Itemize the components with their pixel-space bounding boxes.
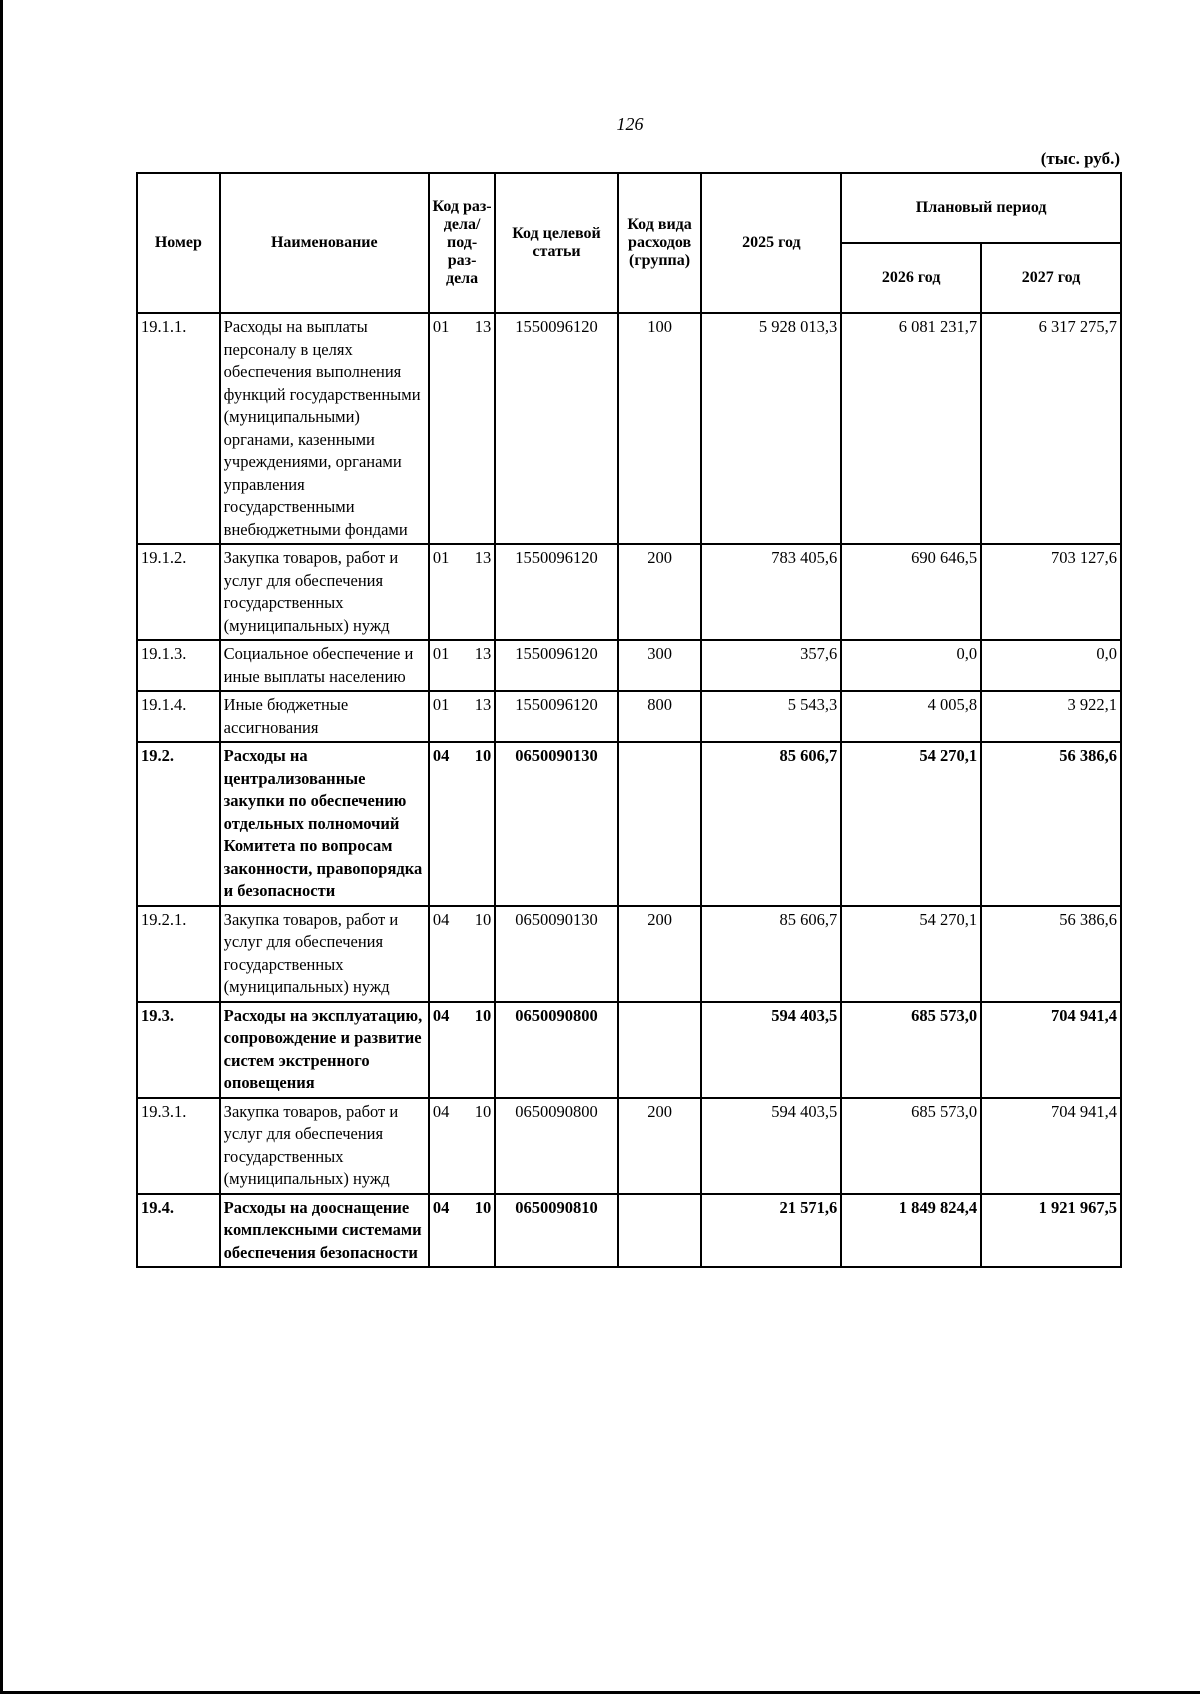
header-2026: 2026 год	[841, 243, 981, 313]
row-razdel-code	[429, 313, 495, 544]
row-name: Закупка товаров, работ и услуг для обеспечения государственных (муниципальных) нужд	[220, 544, 429, 640]
row-amount-2027: 1 921 967,5	[981, 1194, 1121, 1268]
row-expense-type	[618, 1194, 702, 1268]
row-razdel-code	[429, 906, 495, 1002]
row-name: Расходы на дооснащение комплексными системами обеспечения безопасности	[220, 1194, 429, 1268]
razdel-code: 04	[432, 1005, 450, 1025]
row-amount-2025: 594 403,5	[701, 1002, 841, 1098]
row-amount-2025: 594 403,5	[701, 1098, 841, 1194]
row-amount-2026: 4 005,8	[841, 691, 981, 742]
row-number: 19.1.4.	[137, 691, 220, 742]
table-row	[137, 1002, 1121, 1098]
row-target-code: 0650090130	[495, 742, 617, 906]
podrazdel-code: 10	[474, 1197, 492, 1217]
header-name: Наименование	[220, 173, 429, 313]
row-expense-type	[618, 742, 702, 906]
row-number: 19.2.	[137, 742, 220, 906]
row-target-code: 0650090130	[495, 906, 617, 1002]
row-amount-2025: 85 606,7	[701, 742, 841, 906]
row-expense-type: 200	[618, 544, 702, 640]
row-amount-2025: 21 571,6	[701, 1194, 841, 1268]
row-amount-2027: 703 127,6	[981, 544, 1121, 640]
row-razdel-code	[429, 691, 495, 742]
row-target-code: 1550096120	[495, 640, 617, 691]
row-expense-type: 800	[618, 691, 702, 742]
razdel-code: 04	[432, 1197, 450, 1217]
podrazdel-code: 10	[474, 746, 492, 765]
row-amount-2027: 56 386,6	[981, 906, 1121, 1002]
table-body	[137, 313, 1121, 1267]
razdel-code: 04	[432, 746, 450, 765]
row-razdel-code	[429, 742, 495, 906]
row-expense-type: 300	[618, 640, 702, 691]
row-number: 19.3.1.	[137, 1098, 220, 1194]
header-celevoy: Код целевой статьи	[495, 173, 617, 313]
row-amount-2025: 357,6	[701, 640, 841, 691]
row-number: 19.2.1.	[137, 906, 220, 1002]
units-label: (тыс. руб.)	[1040, 149, 1120, 168]
row-target-code: 0650090800	[495, 1098, 617, 1194]
row-amount-2026: 690 646,5	[841, 544, 981, 640]
row-razdel-code	[429, 1098, 495, 1194]
row-razdel-code	[429, 640, 495, 691]
row-name: Расходы на эксплуатацию, сопровождение и развитие систем экстренного оповещения	[220, 1002, 429, 1098]
table-row	[137, 906, 1121, 1002]
podrazdel-code: 13	[474, 644, 492, 663]
row-number: 19.1.2.	[137, 544, 220, 640]
row-amount-2026: 1 849 824,4	[841, 1194, 981, 1268]
podrazdel-code: 13	[474, 695, 492, 714]
header-vid: Код вида расходов (группа)	[618, 173, 702, 313]
razdel-code: 01	[432, 317, 450, 336]
row-target-code: 0650090800	[495, 1002, 617, 1098]
row-amount-2025: 85 606,7	[701, 906, 841, 1002]
razdel-code: 04	[432, 909, 450, 929]
row-name: Социальное обеспечение и иные выплаты населению	[220, 640, 429, 691]
razdel-code: 04	[432, 1101, 450, 1121]
row-expense-type: 100	[618, 313, 702, 544]
budget-table	[136, 172, 1122, 1268]
row-target-code: 1550096120	[495, 691, 617, 742]
row-expense-type: 200	[618, 906, 702, 1002]
header-num: Номер	[137, 173, 220, 313]
table-row	[137, 1194, 1121, 1268]
table-row	[137, 544, 1121, 640]
row-razdel-code	[429, 544, 495, 640]
row-name: Расходы на выплаты персоналу в целях обеспечения выполнения функций государственными (муниципальными) органами, казенными учреждениями, органами управления государственными внебюджетными фондами	[220, 313, 429, 544]
podrazdel-code: 10	[474, 1005, 492, 1025]
row-amount-2026: 54 270,1	[841, 906, 981, 1002]
podrazdel-code: 13	[474, 317, 492, 336]
row-target-code: 1550096120	[495, 544, 617, 640]
table-row	[137, 742, 1121, 906]
row-amount-2026: 6 081 231,7	[841, 313, 981, 544]
row-amount-2027: 56 386,6	[981, 742, 1121, 906]
row-expense-type	[618, 1002, 702, 1098]
table-row	[137, 640, 1121, 691]
razdel-code: 01	[432, 548, 450, 567]
row-amount-2027: 3 922,1	[981, 691, 1121, 742]
header-2025: 2025 год	[701, 173, 841, 313]
podrazdel-code: 13	[474, 548, 492, 567]
razdel-code: 01	[432, 644, 450, 663]
header-plan-period: Плановый период	[841, 173, 1121, 243]
header-2027: 2027 год	[981, 243, 1121, 313]
podrazdel-code: 10	[474, 909, 492, 929]
page-number: 126	[616, 114, 644, 134]
row-expense-type: 200	[618, 1098, 702, 1194]
row-razdel-code	[429, 1194, 495, 1268]
podrazdel-code: 10	[474, 1101, 492, 1121]
row-amount-2026: 0,0	[841, 640, 981, 691]
table-row	[137, 691, 1121, 742]
row-name: Иные бюджетные ассигнования	[220, 691, 429, 742]
row-number: 19.4.	[137, 1194, 220, 1268]
row-number: 19.1.3.	[137, 640, 220, 691]
row-amount-2027: 704 941,4	[981, 1098, 1121, 1194]
row-amount-2026: 685 573,0	[841, 1098, 981, 1194]
row-amount-2026: 685 573,0	[841, 1002, 981, 1098]
row-amount-2027: 6 317 275,7	[981, 313, 1121, 544]
row-number: 19.1.1.	[137, 313, 220, 544]
header-razdel: Код раз- дела/ под- раз- дела	[429, 173, 495, 313]
row-target-code: 0650090810	[495, 1194, 617, 1268]
row-amount-2025: 5 543,3	[701, 691, 841, 742]
row-amount-2025: 783 405,6	[701, 544, 841, 640]
row-amount-2027: 0,0	[981, 640, 1121, 691]
table-row	[137, 1098, 1121, 1194]
row-amount-2026: 54 270,1	[841, 742, 981, 906]
row-name: Закупка товаров, работ и услуг для обеспечения государственных (муниципальных) нужд	[220, 906, 429, 1002]
row-amount-2027: 704 941,4	[981, 1002, 1121, 1098]
table-row	[137, 313, 1121, 544]
row-amount-2025: 5 928 013,3	[701, 313, 841, 544]
row-number: 19.3.	[137, 1002, 220, 1098]
row-name: Закупка товаров, работ и услуг для обеспечения государственных (муниципальных) нужд	[220, 1098, 429, 1194]
row-target-code: 1550096120	[495, 313, 617, 544]
razdel-code: 01	[432, 695, 450, 714]
row-razdel-code	[429, 1002, 495, 1098]
row-name: Расходы на централизованные закупки по обеспечению отдельных полномочий Комитета по вопросам законности, правопорядка и безопасности	[220, 742, 429, 906]
